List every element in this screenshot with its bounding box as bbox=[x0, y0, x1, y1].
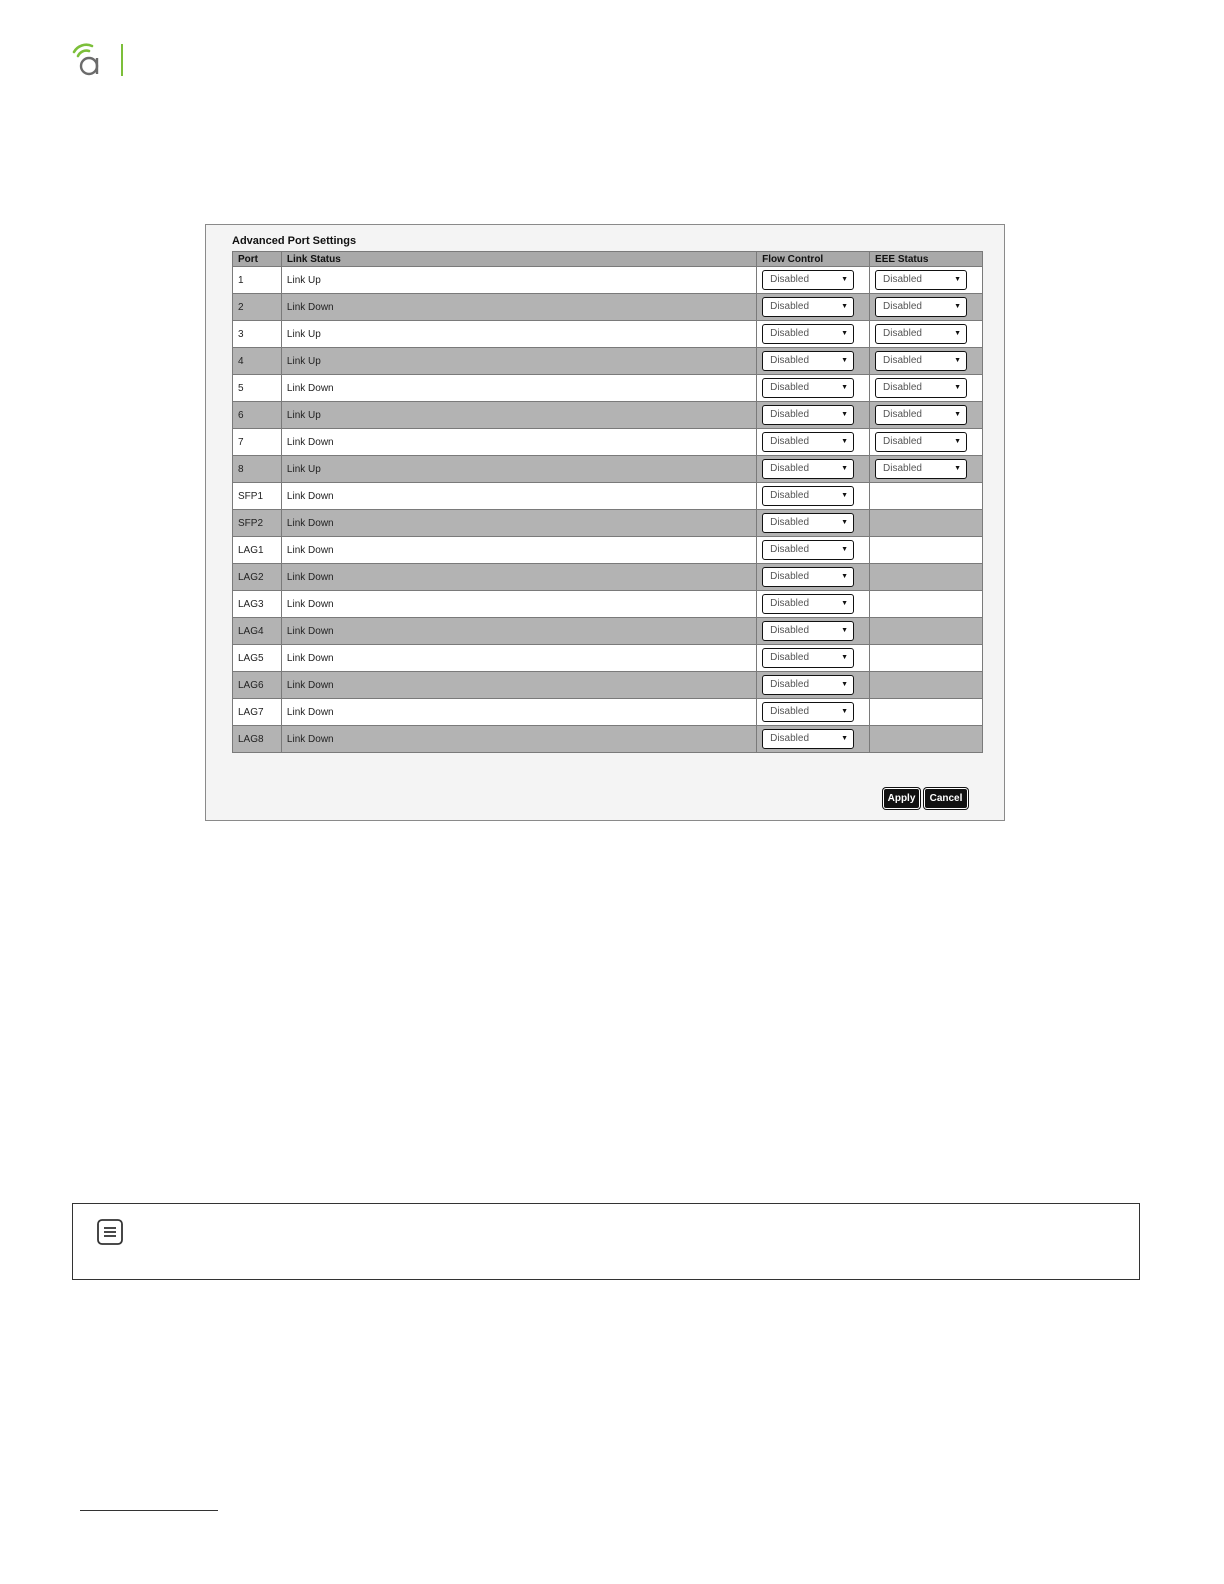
flow-control-select-value: Disabled bbox=[770, 382, 810, 393]
dropdown-arrow-icon: ▼ bbox=[841, 573, 849, 580]
table-row bbox=[233, 267, 983, 294]
eee-status-select-value: Disabled bbox=[883, 409, 922, 420]
port-cell: LAG6 bbox=[233, 672, 282, 699]
panel-title: Advanced Port Settings bbox=[232, 235, 357, 247]
table-row bbox=[233, 429, 983, 456]
flow-control-select[interactable] bbox=[762, 648, 854, 668]
flow-control-cell bbox=[757, 456, 870, 483]
dropdown-arrow-icon: ▼ bbox=[841, 735, 849, 742]
eee-status-select[interactable] bbox=[875, 351, 967, 371]
eee-status-cell bbox=[870, 402, 983, 429]
dropdown-arrow-icon: ▼ bbox=[954, 465, 962, 472]
link-status-cell: Link Up bbox=[281, 456, 756, 483]
flow-control-select-value: Disabled bbox=[770, 706, 810, 717]
flow-control-select-value: Disabled bbox=[770, 355, 810, 366]
link-status-cell: Link Down bbox=[281, 645, 756, 672]
eee-status-cell bbox=[870, 618, 983, 645]
dropdown-arrow-icon: ▼ bbox=[841, 411, 849, 418]
column-header-port: Port bbox=[233, 252, 282, 267]
eee-status-cell bbox=[870, 726, 983, 753]
flow-control-cell bbox=[757, 537, 870, 564]
eee-status-cell bbox=[870, 483, 983, 510]
flow-control-select[interactable] bbox=[762, 378, 854, 398]
link-status-cell: Link Down bbox=[281, 591, 756, 618]
flow-control-select-value: Disabled bbox=[770, 652, 810, 663]
eee-status-select-value: Disabled bbox=[883, 328, 922, 339]
eee-status-cell bbox=[870, 348, 983, 375]
eee-status-cell bbox=[870, 294, 983, 321]
note-icon bbox=[96, 1218, 124, 1246]
port-cell: 6 bbox=[233, 402, 282, 429]
column-header-flow-control: Flow Control bbox=[757, 252, 870, 267]
dropdown-arrow-icon: ▼ bbox=[841, 519, 849, 526]
flow-control-select[interactable] bbox=[762, 702, 854, 722]
port-cell: SFP2 bbox=[233, 510, 282, 537]
port-cell: LAG2 bbox=[233, 564, 282, 591]
flow-control-cell bbox=[757, 294, 870, 321]
table-row bbox=[233, 726, 983, 753]
port-cell: 7 bbox=[233, 429, 282, 456]
eee-status-cell bbox=[870, 672, 983, 699]
flow-control-select[interactable] bbox=[762, 594, 854, 614]
flow-control-cell bbox=[757, 429, 870, 456]
footer-rule bbox=[80, 1510, 218, 1511]
cancel-button[interactable]: Cancel bbox=[925, 789, 967, 808]
eee-status-select[interactable] bbox=[875, 270, 967, 290]
flow-control-cell bbox=[757, 348, 870, 375]
table-row bbox=[233, 699, 983, 726]
table-row bbox=[233, 537, 983, 564]
port-cell: 3 bbox=[233, 321, 282, 348]
eee-status-cell bbox=[870, 429, 983, 456]
dropdown-arrow-icon: ▼ bbox=[954, 330, 962, 337]
eee-status-cell bbox=[870, 591, 983, 618]
dropdown-arrow-icon: ▼ bbox=[841, 438, 849, 445]
flow-control-select[interactable] bbox=[762, 324, 854, 344]
flow-control-cell bbox=[757, 726, 870, 753]
flow-control-cell bbox=[757, 402, 870, 429]
link-status-cell: Link Down bbox=[281, 510, 756, 537]
column-header-link-status: Link Status bbox=[281, 252, 756, 267]
flow-control-select[interactable] bbox=[762, 432, 854, 452]
flow-control-select[interactable] bbox=[762, 270, 854, 290]
link-status-cell: Link Down bbox=[281, 537, 756, 564]
port-cell: 4 bbox=[233, 348, 282, 375]
eee-status-select[interactable] bbox=[875, 432, 967, 452]
flow-control-select[interactable] bbox=[762, 729, 854, 749]
link-status-cell: Link Down bbox=[281, 564, 756, 591]
column-header-eee-status: EEE Status bbox=[870, 252, 983, 267]
flow-control-select-value: Disabled bbox=[770, 598, 810, 609]
table-row bbox=[233, 456, 983, 483]
dropdown-arrow-icon: ▼ bbox=[841, 627, 849, 634]
dropdown-arrow-icon: ▼ bbox=[954, 303, 962, 310]
eee-status-select-value: Disabled bbox=[883, 436, 922, 447]
flow-control-select[interactable] bbox=[762, 513, 854, 533]
eee-status-select[interactable] bbox=[875, 378, 967, 398]
eee-status-cell bbox=[870, 375, 983, 402]
flow-control-cell bbox=[757, 564, 870, 591]
table-row bbox=[233, 510, 983, 537]
flow-control-select-value: Disabled bbox=[770, 490, 810, 501]
link-status-cell: Link Down bbox=[281, 375, 756, 402]
table-row bbox=[233, 294, 983, 321]
flow-control-select-value: Disabled bbox=[770, 409, 810, 420]
flow-control-cell bbox=[757, 267, 870, 294]
flow-control-cell bbox=[757, 699, 870, 726]
flow-control-select-value: Disabled bbox=[770, 274, 810, 285]
flow-control-cell bbox=[757, 618, 870, 645]
flow-control-select[interactable] bbox=[762, 405, 854, 425]
wifi-a-logo-icon bbox=[70, 40, 110, 80]
eee-status-cell bbox=[870, 699, 983, 726]
dropdown-arrow-icon: ▼ bbox=[841, 357, 849, 364]
dropdown-arrow-icon: ▼ bbox=[841, 384, 849, 391]
dropdown-arrow-icon: ▼ bbox=[841, 303, 849, 310]
flow-control-select-value: Disabled bbox=[770, 679, 810, 690]
dropdown-arrow-icon: ▼ bbox=[841, 492, 849, 499]
link-status-cell: Link Down bbox=[281, 672, 756, 699]
flow-control-cell bbox=[757, 510, 870, 537]
dropdown-arrow-icon: ▼ bbox=[841, 600, 849, 607]
dropdown-arrow-icon: ▼ bbox=[841, 681, 849, 688]
table-row bbox=[233, 348, 983, 375]
port-cell: LAG5 bbox=[233, 645, 282, 672]
port-cell: LAG4 bbox=[233, 618, 282, 645]
port-cell: 2 bbox=[233, 294, 282, 321]
flow-control-cell bbox=[757, 645, 870, 672]
flow-control-select[interactable] bbox=[762, 540, 854, 560]
flow-control-select-value: Disabled bbox=[770, 625, 810, 636]
table-row bbox=[233, 321, 983, 348]
dropdown-arrow-icon: ▼ bbox=[841, 465, 849, 472]
dropdown-arrow-icon: ▼ bbox=[841, 708, 849, 715]
port-cell: LAG7 bbox=[233, 699, 282, 726]
eee-status-select[interactable] bbox=[875, 405, 967, 425]
port-cell: 1 bbox=[233, 267, 282, 294]
link-status-cell: Link Down bbox=[281, 429, 756, 456]
dropdown-arrow-icon: ▼ bbox=[954, 276, 962, 283]
link-status-cell: Link Down bbox=[281, 483, 756, 510]
port-rows bbox=[233, 267, 983, 753]
eee-status-select[interactable] bbox=[875, 459, 967, 479]
apply-button[interactable]: Apply bbox=[884, 789, 919, 808]
eee-status-cell bbox=[870, 537, 983, 564]
flow-control-select[interactable] bbox=[762, 297, 854, 317]
eee-status-select[interactable] bbox=[875, 324, 967, 344]
dropdown-arrow-icon: ▼ bbox=[954, 411, 962, 418]
table-row bbox=[233, 618, 983, 645]
link-status-cell: Link Up bbox=[281, 321, 756, 348]
port-cell: LAG1 bbox=[233, 537, 282, 564]
flow-control-select[interactable] bbox=[762, 621, 854, 641]
flow-control-cell bbox=[757, 483, 870, 510]
link-status-cell: Link Down bbox=[281, 699, 756, 726]
flow-control-select[interactable] bbox=[762, 567, 854, 587]
table-row bbox=[233, 591, 983, 618]
flow-control-select[interactable] bbox=[762, 459, 854, 479]
eee-status-cell bbox=[870, 267, 983, 294]
eee-status-cell bbox=[870, 321, 983, 348]
flow-control-select[interactable] bbox=[762, 351, 854, 371]
dropdown-arrow-icon: ▼ bbox=[841, 654, 849, 661]
table-row bbox=[233, 645, 983, 672]
port-cell: LAG8 bbox=[233, 726, 282, 753]
link-status-cell: Link Up bbox=[281, 267, 756, 294]
flow-control-select-value: Disabled bbox=[770, 328, 810, 339]
eee-status-select-value: Disabled bbox=[883, 301, 922, 312]
advanced-port-settings-panel bbox=[205, 224, 1005, 821]
port-cell: 8 bbox=[233, 456, 282, 483]
table-row bbox=[233, 672, 983, 699]
link-status-cell: Link Down bbox=[281, 618, 756, 645]
link-status-cell: Link Up bbox=[281, 348, 756, 375]
link-status-cell: Link Down bbox=[281, 726, 756, 753]
eee-status-cell bbox=[870, 510, 983, 537]
flow-control-select-value: Disabled bbox=[770, 733, 810, 744]
logo-divider bbox=[121, 44, 123, 76]
dropdown-arrow-icon: ▼ bbox=[954, 438, 962, 445]
flow-control-cell bbox=[757, 672, 870, 699]
table-row bbox=[233, 375, 983, 402]
port-cell: LAG3 bbox=[233, 591, 282, 618]
note-box bbox=[72, 1203, 1140, 1280]
dropdown-arrow-icon: ▼ bbox=[841, 546, 849, 553]
flow-control-select-value: Disabled bbox=[770, 463, 810, 474]
table-row bbox=[233, 402, 983, 429]
port-settings-table bbox=[232, 251, 983, 753]
port-cell: 5 bbox=[233, 375, 282, 402]
eee-status-cell bbox=[870, 645, 983, 672]
flow-control-cell bbox=[757, 321, 870, 348]
flow-control-cell bbox=[757, 375, 870, 402]
eee-status-cell bbox=[870, 456, 983, 483]
flow-control-cell bbox=[757, 591, 870, 618]
table-row bbox=[233, 483, 983, 510]
eee-status-select-value: Disabled bbox=[883, 382, 922, 393]
dropdown-arrow-icon: ▼ bbox=[841, 276, 849, 283]
eee-status-select[interactable] bbox=[875, 297, 967, 317]
table-header-row bbox=[233, 252, 983, 267]
eee-status-select-value: Disabled bbox=[883, 355, 922, 366]
dropdown-arrow-icon: ▼ bbox=[954, 384, 962, 391]
link-status-cell: Link Down bbox=[281, 294, 756, 321]
flow-control-select-value: Disabled bbox=[770, 571, 810, 582]
eee-status-cell bbox=[870, 564, 983, 591]
dropdown-arrow-icon: ▼ bbox=[954, 357, 962, 364]
flow-control-select-value: Disabled bbox=[770, 544, 810, 555]
port-cell: SFP1 bbox=[233, 483, 282, 510]
flow-control-select-value: Disabled bbox=[770, 301, 810, 312]
link-status-cell: Link Up bbox=[281, 402, 756, 429]
flow-control-select[interactable] bbox=[762, 675, 854, 695]
table-row bbox=[233, 564, 983, 591]
dropdown-arrow-icon: ▼ bbox=[841, 330, 849, 337]
eee-status-select-value: Disabled bbox=[883, 463, 922, 474]
flow-control-select-value: Disabled bbox=[770, 436, 810, 447]
eee-status-select-value: Disabled bbox=[883, 274, 922, 285]
flow-control-select[interactable] bbox=[762, 486, 854, 506]
flow-control-select-value: Disabled bbox=[770, 517, 810, 528]
